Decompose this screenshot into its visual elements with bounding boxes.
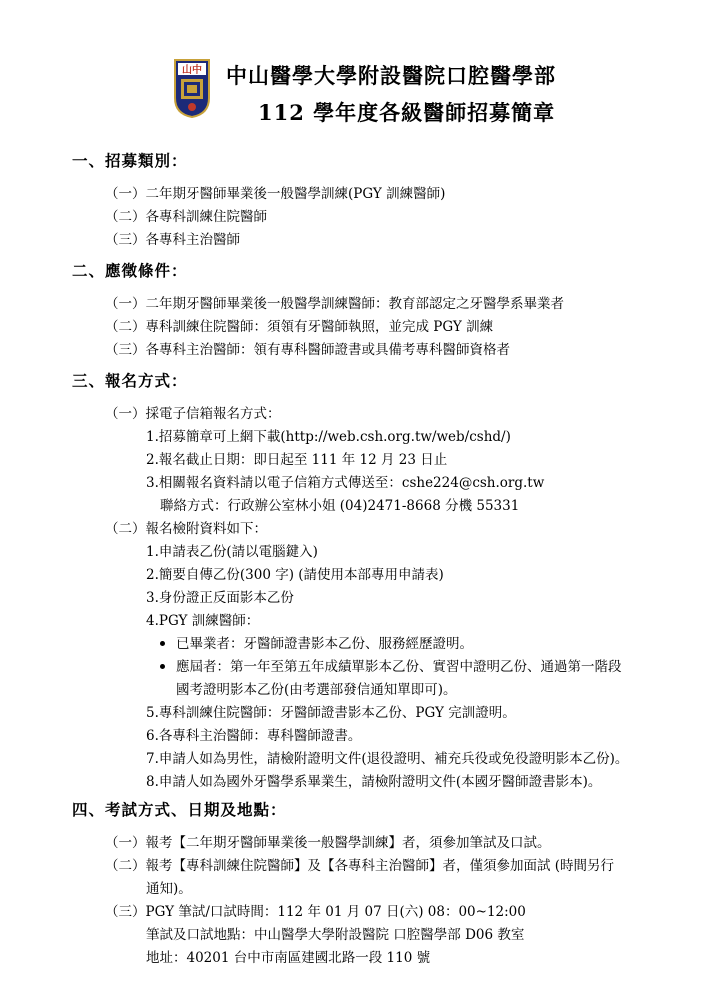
section-4-heading: 四、考試方式、日期及地點： — [72, 800, 287, 819]
s1-item-3: （三）各專科主治醫師 — [105, 232, 240, 248]
s3-sub1-line-3: 3.相關報名資料請以電子信箱方式傳送至：cshe224@csh.org.tw — [146, 475, 545, 491]
s1-item-2: （二）各專科訓練住院醫師 — [105, 209, 267, 225]
s3-sub2-label: （二）報名檢附資料如下： — [105, 521, 267, 537]
s3-sub2-line-3: 3.身份證正反面影本乙份 — [146, 590, 294, 606]
s3-sub2-line-6: 6.各專科主治醫師：專科醫師證書。 — [146, 728, 362, 744]
s3-sub2-line-5: 5.專科訓練住院醫師：牙醫師證書影本乙份、PGY 完訓證明。 — [146, 705, 516, 721]
s3-sub2-line-7: 7.申請人如為男性，請檢附證明文件(退役證明、補充兵役或免役證明影本乙份)。 — [146, 751, 629, 767]
s3-bullet-1: 已畢業者：牙醫師證書影本乙份、服務經歷證明。 — [176, 636, 473, 652]
s4-line-2-cont: 通知)。 — [146, 881, 192, 897]
hospital-title: 中山醫學大學附設醫院口腔醫學部 — [226, 63, 556, 88]
s3-sub1-line-1: 1.招募簡章可上網下載(http://web.csh.org.tw/web/cshd/) — [146, 429, 511, 445]
s1-item-1: （一）二年期牙醫師畢業後一般醫學訓練(PGY 訓練醫師) — [105, 186, 446, 202]
s4-address: 地址：40201 台中市南區建國北路一段 110 號 — [146, 950, 431, 966]
s3-sub2-line-1: 1.申請表乙份(請以電腦鍵入) — [146, 544, 318, 560]
s4-line-1: （一）報考【二年期牙醫師畢業後一般醫學訓練】者，須參加筆試及口試。 — [105, 835, 551, 851]
bullet-icon — [160, 641, 165, 646]
s2-item-2: （二）專科訓練住院醫師：須領有牙醫師執照，並完成 PGY 訓練 — [105, 319, 494, 335]
s3-sub1-label: （一）採電子信箱報名方式： — [105, 406, 281, 422]
recruitment-title: 112 學年度各級醫師招募簡章 — [258, 100, 556, 125]
s4-exam-location: 筆試及口試地點：中山醫學大學附設醫院 口腔醫學部 D06 教室 — [146, 927, 525, 943]
s3-sub1-line-2: 2.報名截止日期：即日起至 111 年 12 月 23 日止 — [146, 452, 448, 468]
s3-sub2-line-4: 4.PGY 訓練醫師： — [146, 613, 260, 629]
logo-text: 山中 — [182, 65, 202, 76]
section-1-heading: 一、招募類別： — [72, 151, 188, 170]
s2-item-1: （一）二年期牙醫師畢業後一般醫學訓練醫師：教育部認定之牙醫學系畢業者 — [105, 296, 564, 312]
s3-bullet-2-cont: 國考證明影本乙份(由考選部發信通知單即可)。 — [176, 682, 457, 698]
s4-line-3: （三）PGY 筆試/口試時間：112 年 01 月 07 日(六) 08：00~12:00 — [105, 904, 526, 920]
s3-sub2-line-2: 2.簡要自傳乙份(300 字) (請使用本部專用申請表) — [146, 567, 444, 583]
s3-sub1-contact: 聯絡方式：行政辦公室林小姐 (04)2471-8668 分機 55331 — [160, 498, 520, 514]
hospital-logo — [173, 58, 211, 118]
s4-line-2: （二）報考【專科訓練住院醫師】及【各專科主治醫師】者，僅須參加面試 (時間另行 — [105, 858, 615, 874]
section-2-heading: 二、應徵條件： — [72, 261, 188, 280]
s3-bullet-2: 應屆者：第一年至第五年成績單影本乙份、實習中證明乙份、通過第一階段 — [176, 659, 622, 675]
section-3-heading: 三、報名方式： — [72, 371, 188, 390]
bullet-icon — [160, 664, 165, 669]
s3-sub2-line-8: 8.申請人如為國外牙醫學系畢業生，請檢附證明文件(本國牙醫師證書影本)。 — [146, 774, 602, 790]
document-header — [0, 50, 727, 140]
s2-item-3: （三）各專科主治醫師：領有專科醫師證書或具備考專科醫師資格者 — [105, 342, 510, 358]
